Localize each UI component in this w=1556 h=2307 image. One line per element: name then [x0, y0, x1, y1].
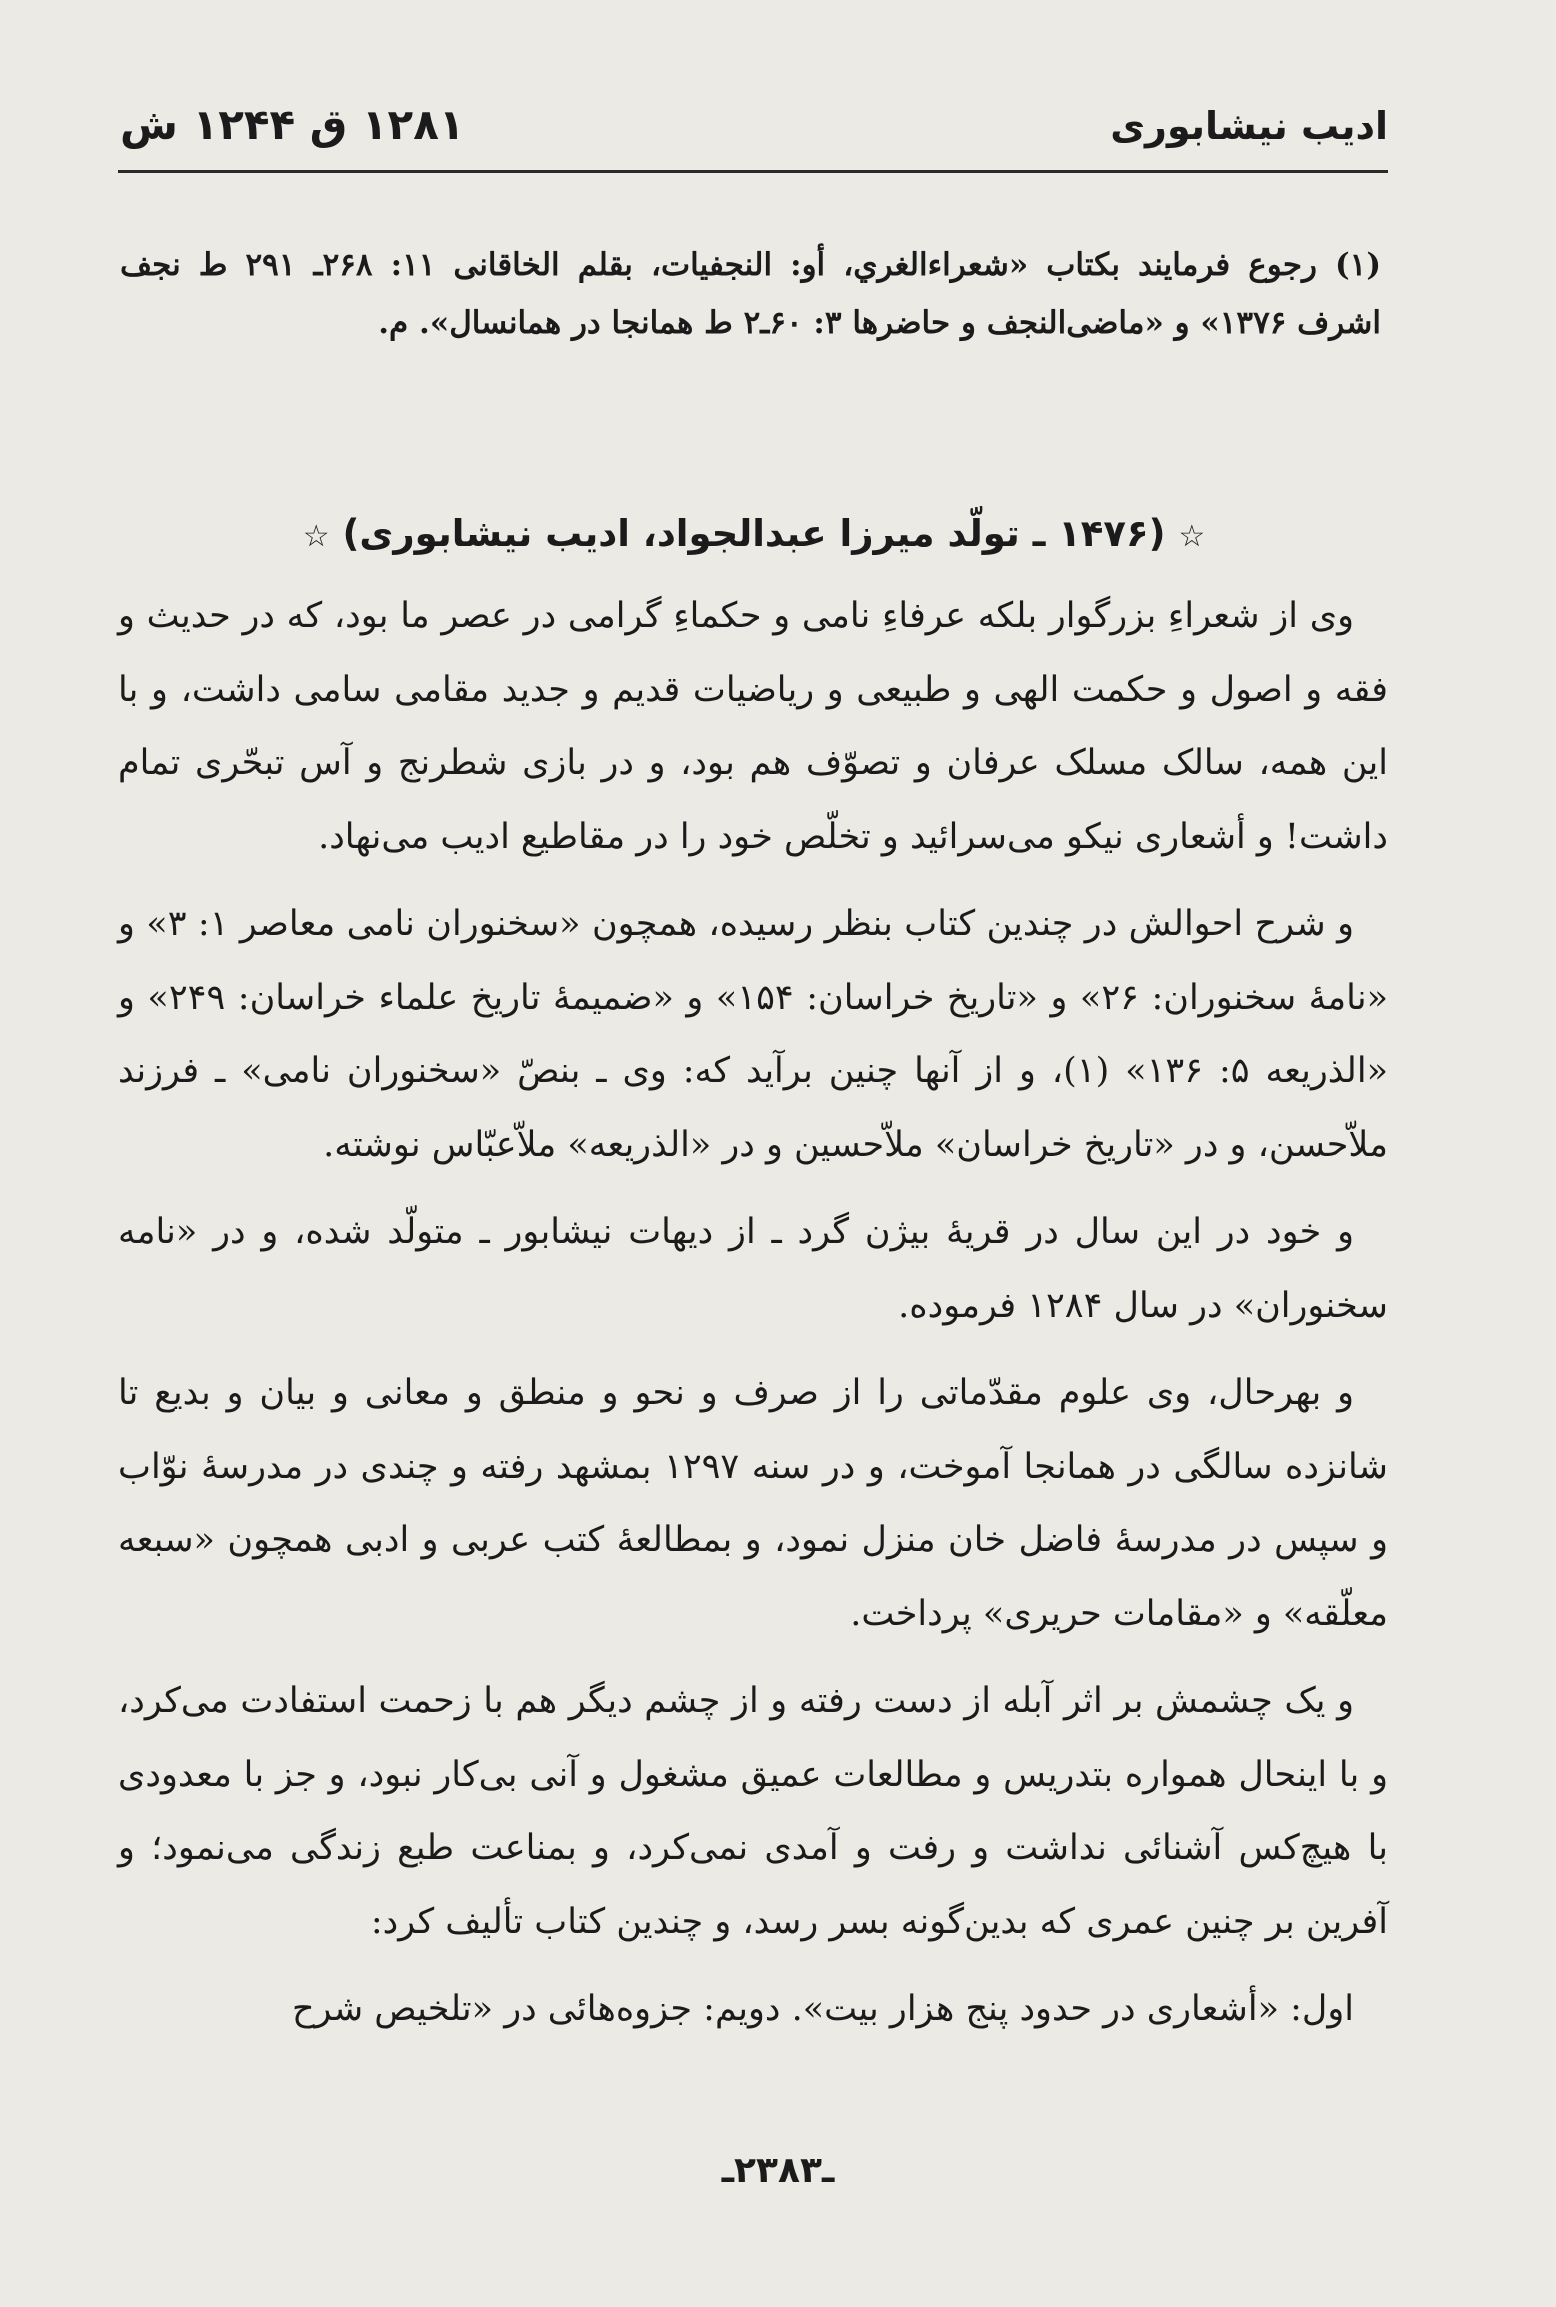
running-header	[120, 100, 1388, 170]
section-heading-text: (۱۴۷۶ ـ تولّد میرزا عبدالجواد، ادیب نیشابوری)	[342, 512, 1166, 555]
paragraph: و بهرحال، وی علوم مقدّماتی را از صرف و نحو و منطق و معانی و بیان و بدیع تا شانزده سالگی در همانجا آموخت، و در سنه ۱۲۹۷ بمشهد رفته و چندی در مدرسهٔ نوّاب و سپس در مدرسهٔ فاضل خان منزل نمود، و بمطالعهٔ کتب عربی و ادبی همچون «سبعه معلّقه» و «مقامات حریری» پرداخت.	[118, 1373, 1388, 1634]
star-icon: ☆	[302, 519, 330, 554]
header-rule	[118, 170, 1388, 173]
star-icon: ☆	[1178, 519, 1206, 554]
header-title: ادیب نیشابوری	[1110, 104, 1388, 148]
body-text	[118, 580, 1388, 2061]
paragraph: وی از شعراءِ بزرگوار بلکه عرفاءِ نامی و حکماءِ گرامی در عصر ما بود، که در حدیث و فقه و اصول و حکمت الهی و طبیعی و ریاضیات قدیم و جدید مقامی سامی داشت، و با این همه، سالک مسلک عرفان و تصوّف هم بود، و در بازی شطرنج و آس تبحّری تمام داشت! و أشعاری نیکو می‌سرائید و تخلّص خود را در مقاطیع ادیب می‌نهاد.	[118, 596, 1388, 857]
footnote: (۱) رجوع فرمایند بکتاب «شعراءالغري، أو: النجفيات، بقلم الخاقانی ۱۱: ۲۶۸ـ ۲۹۱ ط نجف اشرف ۱۳۷۶» و «ماضی‌النجف و حاضرها ۳: ۶۰ـ۲ ط همانجا در همانسال». م.	[120, 247, 1381, 341]
section-heading	[120, 512, 1388, 555]
page-number: ـ۲۳۸۳ـ	[721, 2150, 835, 2191]
paragraph: و خود در این سال در قریهٔ بیژن گرد ـ از دیهات نیشابور ـ متولّد شده، و در «نامه سخنوران» در سال ۱۲۸۴ فرموده.	[118, 1212, 1388, 1326]
paragraph: و یک چشمش بر اثر آبله از دست رفته و از چشم دیگر هم با زحمت استفادت می‌کرد، و با اینحال همواره بتدریس و مطالعات عمیق مشغول و آنی بی‌کار نبود، و جز با معدودی با هیچ‌کس آشنائی نداشت و رفت و آمدی نمی‌کرد، و بمناعت طبع زندگی می‌نمود؛ و آفرین بر چنین عمری که بدین‌گونه بسر رسد، و چندین کتاب تألیف کرد:	[118, 1681, 1388, 1942]
paragraph: و شرح احوالش در چندین کتاب بنظر رسیده، همچون «سخنوران نامی معاصر ۱: ۳» و «نامهٔ سخنوران: ۲۶» و «تاریخ خراسان: ۱۵۴» و «ضمیمهٔ تاریخ علماء خراسان: ۲۴۹» و «الذریعه ۵: ۱۳۶» (۱)، و از آنها چنین برآید که: وی ـ بنصّ «سخنوران نامی» ـ فرزند ملاّحسن، و در «تاریخ خراسان» ملاّحسین و در «الذریعه» ملاّعبّاس نوشته.	[118, 904, 1389, 1165]
paragraph: اول: «أشعاری در حدود پنج هزار بیت». دویم: جزوه‌هائی در «تلخیص شرح	[291, 1989, 1354, 2029]
header-date: ۱۲۸۱ ق ۱۲۴۴ ش	[120, 100, 465, 149]
